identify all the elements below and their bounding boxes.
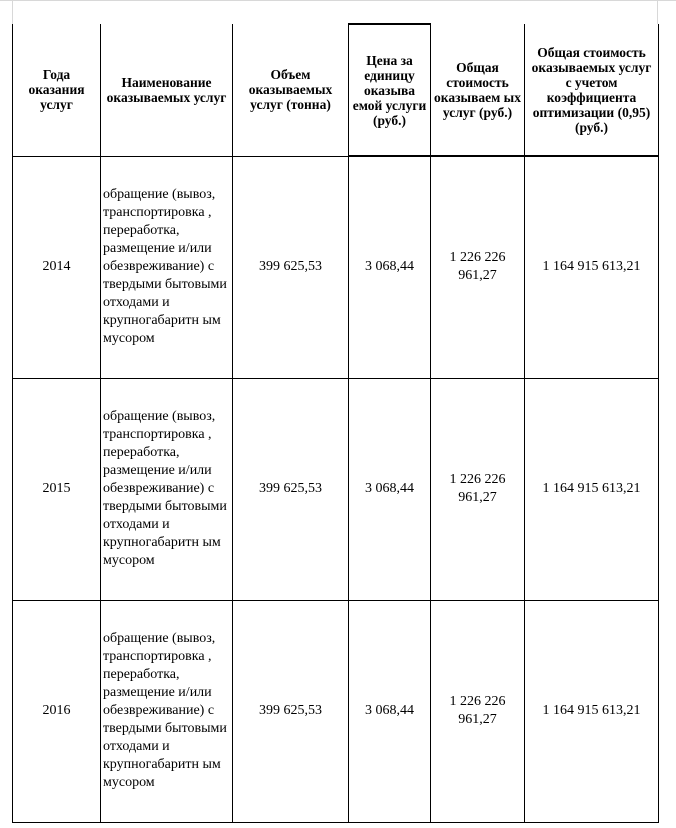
cell-unit-price: 3 068,44 <box>349 600 431 822</box>
services-cost-table <box>12 23 659 823</box>
cell-service-name: обращение (вывоз, транспортировка , переработка, размещение и/или обезвреживание) с твердыми бытовыми отходами и крупногабаритн ым мусором <box>101 600 233 822</box>
page-top-edge <box>0 0 676 1</box>
cell-total-cost: 1 226 226 961,27 <box>431 378 525 600</box>
cell-volume: 399 625,53 <box>233 600 349 822</box>
cell-unit-price: 3 068,44 <box>349 378 431 600</box>
cell-total-optimized: 1 164 915 613,21 <box>525 378 659 600</box>
cell-year: 2015 <box>13 378 101 600</box>
table-header-row <box>13 24 659 156</box>
cell-service-name: обращение (вывоз, транспортировка , переработка, размещение и/или обезвреживание) с твердыми бытовыми отходами и крупногабаритн ым мусором <box>101 378 233 600</box>
cell-year: 2014 <box>13 156 101 378</box>
cell-total-cost: 1 226 226 961,27 <box>431 156 525 378</box>
page-left-edge <box>12 0 13 24</box>
cell-unit-price: 3 068,44 <box>349 156 431 378</box>
table-row <box>13 378 659 600</box>
table-row <box>13 600 659 822</box>
page-right-edge <box>657 0 658 24</box>
header-volume: Объем оказываемых услуг (тонна) <box>233 24 349 156</box>
header-unit-price: Цена за единицу оказыва емой услуги (руб.) <box>349 24 431 156</box>
cell-year: 2016 <box>13 600 101 822</box>
header-total-optimized: Общая стоимость оказываемых услуг с учетом коэффициента оптимизации (0,95) (руб.) <box>525 24 659 156</box>
header-total-cost: Общая стоимость оказываем ых услуг (руб.) <box>431 24 525 156</box>
table-row <box>13 156 659 378</box>
cell-total-cost: 1 226 226 961,27 <box>431 600 525 822</box>
cell-total-optimized: 1 164 915 613,21 <box>525 156 659 378</box>
header-service-name: Наименование оказываемых услуг <box>101 24 233 156</box>
header-year: Года оказания услуг <box>13 24 101 156</box>
cell-total-optimized: 1 164 915 613,21 <box>525 600 659 822</box>
cell-service-name: обращение (вывоз, транспортировка , переработка, размещение и/или обезвреживание) с твердыми бытовыми отходами и крупногабаритн ым мусором <box>101 156 233 378</box>
cell-volume: 399 625,53 <box>233 156 349 378</box>
cell-volume: 399 625,53 <box>233 378 349 600</box>
